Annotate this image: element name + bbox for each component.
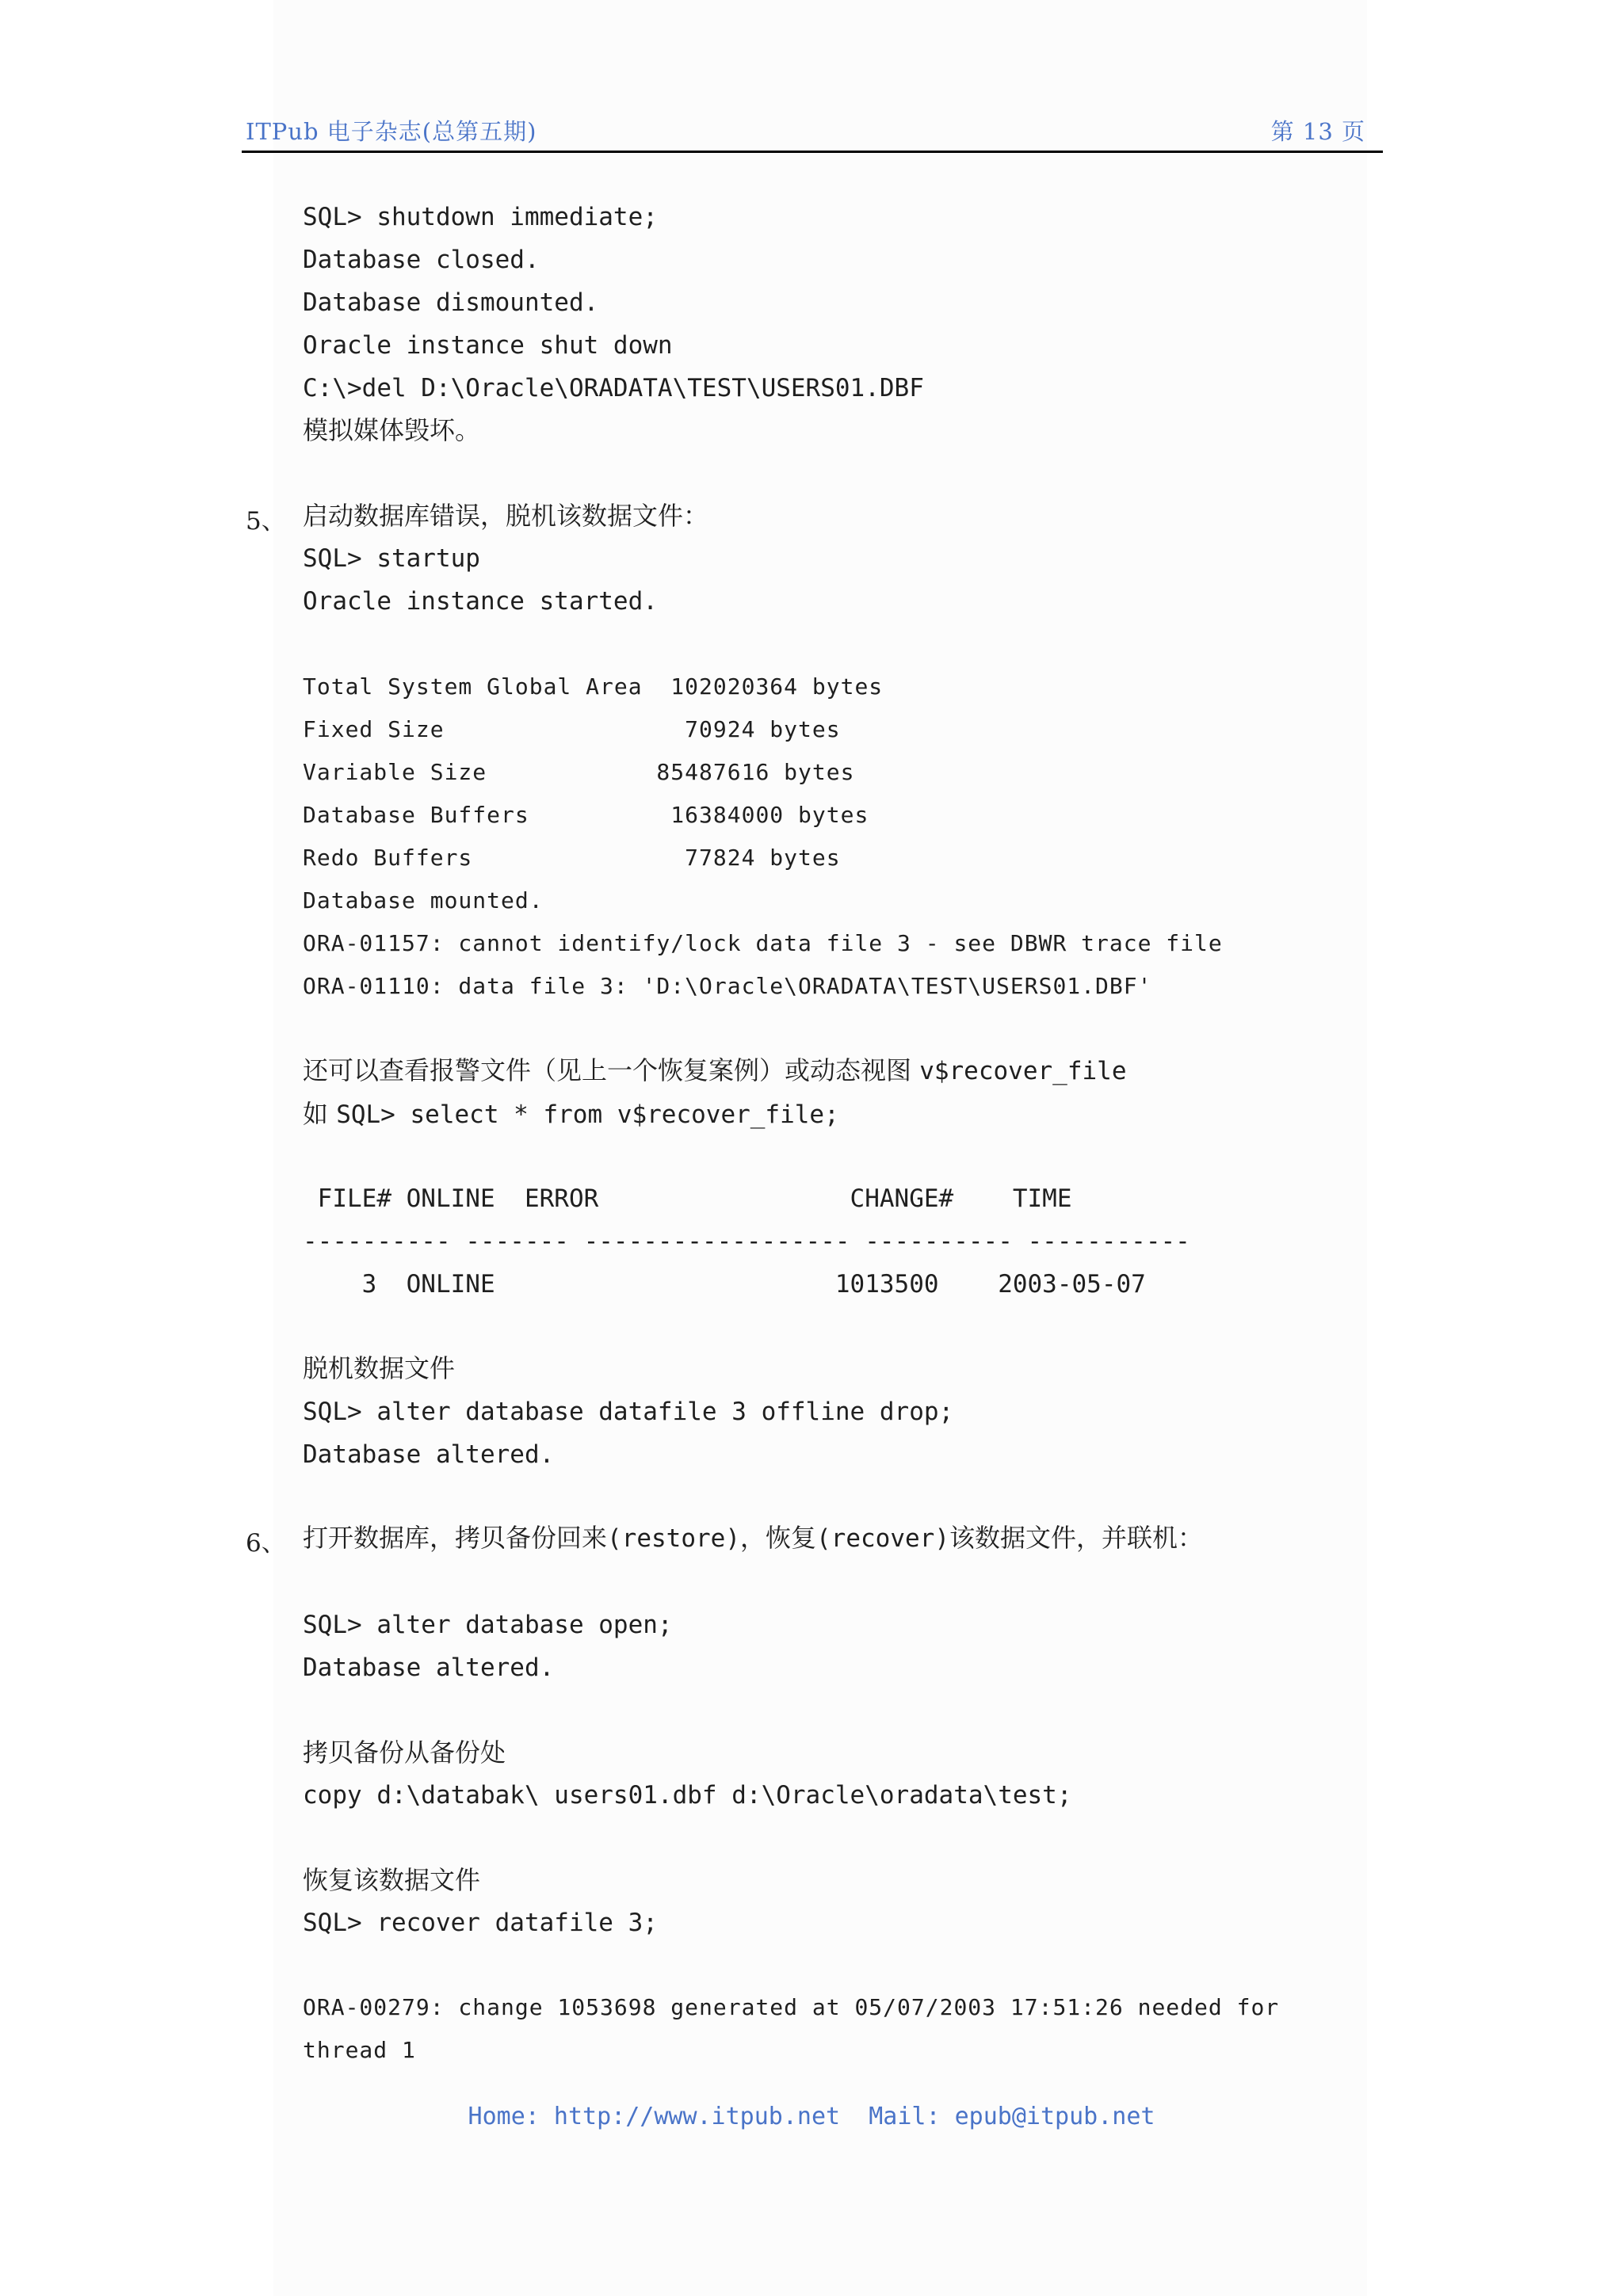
note-text: 模拟媒体毁坏。 <box>303 415 481 445</box>
note-text: 还可以查看报警文件（见上一个恢复案例）或动态视图 <box>303 1055 920 1085</box>
code-line: Total System Global Area 102020364 bytes <box>303 673 884 700</box>
code-line: ORA-01110: data file 3: 'D:\Oracle\ORADATA\TEST\USERS01.DBF' <box>303 973 1152 999</box>
note-text: 拷贝备份从备份处 <box>303 1737 506 1768</box>
code-line: Fixed Size 70924 bytes <box>303 716 841 742</box>
page-footer: Home: http://www.itpub.net Mail: epub@itpub.net <box>468 2103 1155 2130</box>
view-name: v$recover_file <box>919 1057 1127 1085</box>
code-line: SQL> alter database open; <box>303 1611 673 1639</box>
page-header <box>242 114 1383 154</box>
code-line: thread 1 <box>303 2037 416 2063</box>
note-text: 恢复该数据文件 <box>303 1865 481 1895</box>
code-line: SQL> startup <box>303 544 480 573</box>
step-heading: 启动数据库错误，脱机该数据文件： <box>303 501 709 531</box>
table-divider: ---------- ------- ------------------ ---------- ----------- <box>303 1227 1190 1256</box>
code-line: copy d:\databak\ users01.dbf d:\Oracle\oradata\test; <box>303 1781 1072 1810</box>
code-line: Database altered. <box>303 1653 555 1682</box>
code-line: C:\>del D:\Oracle\ORADATA\TEST\USERS01.DBF <box>303 374 924 402</box>
step-number: 5、 <box>246 507 286 536</box>
magazine-title: ITPub 电子杂志(总第五期) <box>246 118 537 145</box>
note-text: 脱机数据文件 <box>303 1353 456 1383</box>
code-line: SQL> recover datafile 3; <box>303 1909 658 1937</box>
header-divider <box>242 151 1383 153</box>
step-number: 6、 <box>246 1529 286 1558</box>
code-line: ORA-01157: cannot identify/lock data file 3 - see DBWR trace file <box>303 930 1223 956</box>
note-line <box>303 1098 839 1131</box>
code-line: Database altered. <box>303 1440 555 1469</box>
page-number: 第 13 页 <box>1270 118 1365 145</box>
code-text: SQL> select * from v$recover_file; <box>336 1100 839 1129</box>
note-line <box>303 1055 1126 1087</box>
table-row: 3 ONLINE 1013500 2003-05-07 <box>303 1270 1146 1299</box>
note-text: 如 <box>303 1099 337 1129</box>
code-line: Oracle instance shut down <box>303 331 673 360</box>
code-line: Database closed. <box>303 246 540 274</box>
code-line: Redo Buffers 77824 bytes <box>303 845 841 871</box>
code-line: Oracle instance started. <box>303 587 658 616</box>
code-line: SQL> alter database datafile 3 offline drop; <box>303 1398 954 1426</box>
code-line: Database mounted. <box>303 887 544 913</box>
table-header: FILE# ONLINE ERROR CHANGE# TIME <box>303 1184 1072 1213</box>
step-heading: 打开数据库，拷贝备份回来(restore)，恢复(recover)该数据文件，并联机： <box>303 1523 1204 1553</box>
code-line: ORA-00279: change 1053698 generated at 05/07/2003 17:51:26 needed for <box>303 1994 1280 2020</box>
code-line: SQL> shutdown immediate; <box>303 203 658 231</box>
code-line: Variable Size 85487616 bytes <box>303 759 855 785</box>
code-line: Database Buffers 16384000 bytes <box>303 802 869 828</box>
code-line: Database dismounted. <box>303 288 599 317</box>
